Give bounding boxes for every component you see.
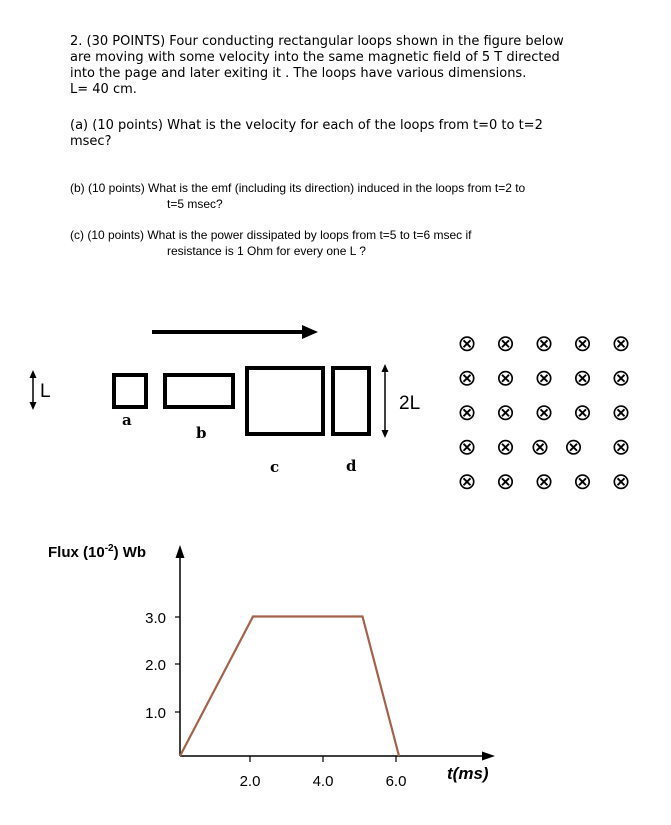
loop-a [114, 375, 146, 407]
two-l-dimension-arrow [382, 364, 389, 438]
x-tick [313, 756, 334, 790]
field-into-page-icon: ⊗ [495, 365, 516, 392]
y-ticks [145, 610, 180, 722]
field-into-page-icon: ⊗ [611, 434, 631, 461]
part-a-line: (a) (10 points) What is the velocity for each of the loops from t=0 to t=2 [70, 118, 543, 133]
field-into-page-icon: ⊗ [457, 400, 477, 426]
l-label: L [40, 381, 51, 402]
field-into-page-icon: ⊗ [534, 331, 554, 357]
y-tick-label: 2.0 [145, 657, 166, 674]
x-axis-arrow [482, 752, 495, 761]
field-into-page-icon: ⊗ [611, 365, 631, 392]
part-b [70, 180, 660, 212]
y-tick-label: 1.0 [145, 705, 166, 722]
flux-title-exponent: -2 [104, 543, 114, 554]
field-into-page-icon: ⊗ [611, 331, 631, 357]
part-c [70, 227, 660, 259]
flux-chart [0, 530, 671, 820]
loop-label-a: a [122, 411, 132, 429]
field-into-page-icon: ⊗ [495, 400, 516, 426]
y-tick [145, 610, 180, 627]
x-tick-label: 6.0 [385, 773, 407, 790]
loop-c [247, 368, 323, 434]
field-into-page-icon: ⊗ [495, 434, 516, 461]
part-b-line: t=5 msec? [167, 197, 223, 211]
x-ticks [240, 756, 407, 790]
field-into-page-icon: ⊗ [457, 331, 477, 357]
y-tick [145, 705, 180, 722]
y-axis-arrow [176, 545, 185, 558]
part-a-line: msec? [70, 134, 112, 149]
problem-header [70, 34, 650, 98]
header-line: 2. (30 POINTS) Four conducting rectangular loops shown in the figure below [70, 34, 564, 49]
field-into-page-icon: ⊗ [495, 469, 516, 495]
loop-label-c: c [270, 458, 280, 476]
flux-title-suffix: ) Wb [113, 544, 147, 561]
part-c-line: resistance is 1 Ohm for every one L ? [167, 244, 366, 258]
y-tick-label: 3.0 [145, 610, 166, 627]
loop-label-d: d [346, 457, 357, 475]
field-into-page-icon: ⊗ [611, 469, 631, 495]
field-into-page-icon: ⊗ [563, 434, 584, 461]
part-c-line: (c) (10 points) What is the power dissipated by loops from t=5 to t=6 msec if [70, 228, 472, 242]
flux-series-line [180, 617, 399, 757]
part-b-line: (b) (10 points) What is the emf (including its direction) induced in the loops from t=2 to [70, 181, 526, 195]
x-tick-label: 2.0 [239, 773, 261, 790]
field-into-page-icon: ⊗ [572, 331, 593, 357]
field-into-page-icon: ⊗ [457, 365, 477, 392]
field-into-page-icon: ⊗ [572, 400, 593, 426]
loops-figure [0, 300, 671, 510]
velocity-arrow [152, 325, 318, 339]
x-tick [240, 756, 261, 790]
two-l-label: 2L [399, 393, 421, 414]
magnetic-field-grid [457, 331, 630, 495]
loop-label-b: b [196, 424, 207, 442]
field-into-page-icon: ⊗ [457, 434, 477, 461]
x-tick [386, 756, 407, 790]
field-into-page-icon: ⊗ [495, 331, 516, 357]
part-a [70, 118, 650, 150]
field-into-page-icon: ⊗ [534, 469, 554, 495]
field-into-page-icon: ⊗ [457, 469, 477, 495]
field-into-page-icon: ⊗ [611, 400, 631, 426]
flux-title-prefix: Flux (10 [48, 544, 105, 561]
header-line: are moving with some velocity into the same magnetic field of 5 T directed [70, 50, 560, 65]
loop-b [165, 375, 233, 407]
y-tick [145, 657, 180, 674]
field-into-page-icon: ⊗ [572, 365, 593, 392]
field-into-page-icon: ⊗ [534, 365, 554, 392]
field-into-page-icon: ⊗ [534, 400, 554, 426]
header-line: into the page and later exiting it . The loops have various dimensions. [70, 66, 527, 81]
header-line: L= 40 cm. [70, 82, 137, 97]
l-dimension-arrow [30, 370, 37, 410]
x-axis-label: t(ms) [447, 764, 489, 783]
field-into-page-icon: ⊗ [572, 469, 593, 495]
loop-d [333, 368, 369, 434]
field-into-page-icon: ⊗ [530, 434, 550, 461]
x-tick-label: 4.0 [312, 773, 334, 790]
